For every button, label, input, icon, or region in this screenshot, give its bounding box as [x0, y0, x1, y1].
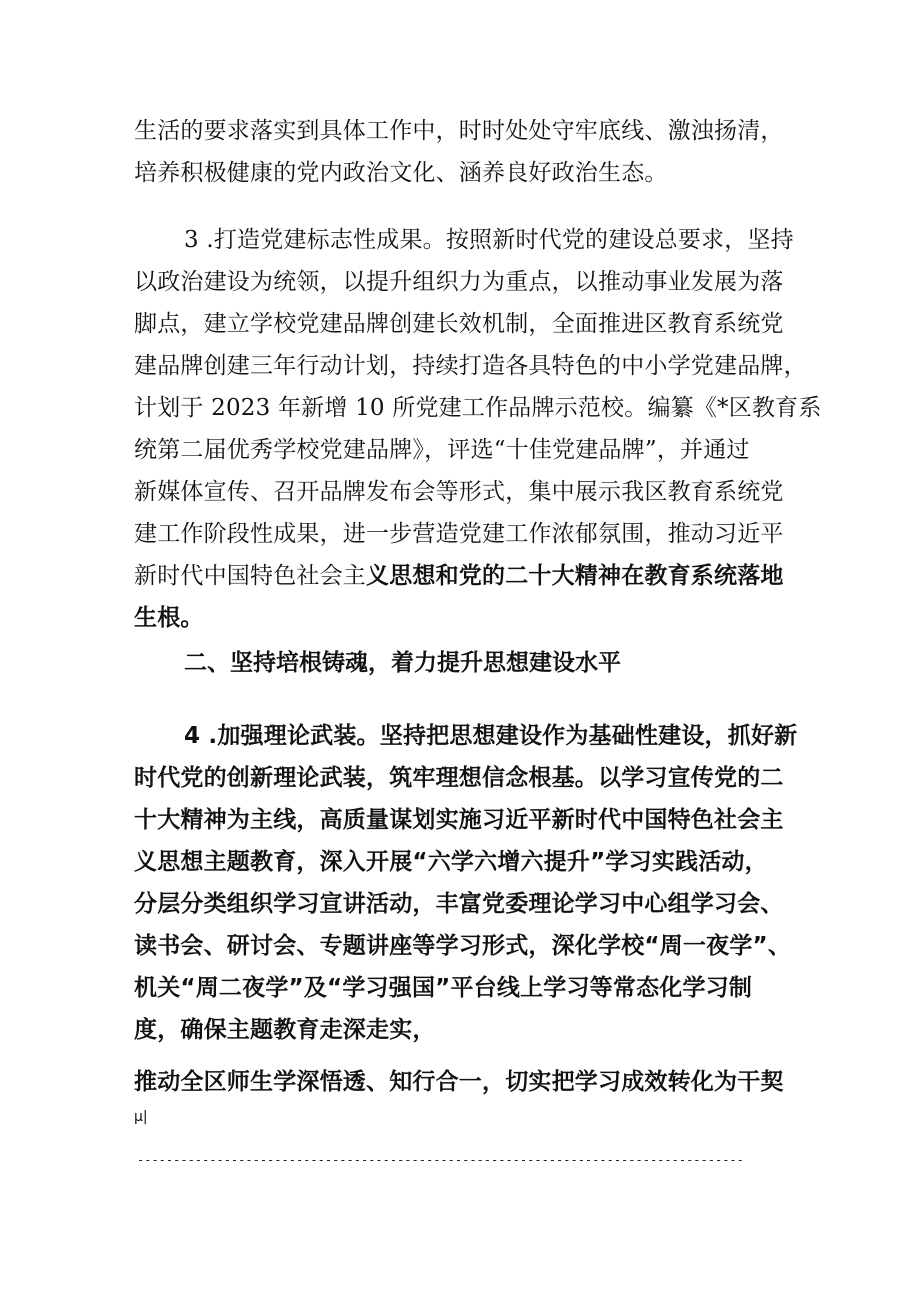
paragraph-3-line: 分层分类组织学习宣讲活动，丰富党委理论学习中心组学习会、 [134, 891, 784, 917]
paragraph-2-line: 脚点，建立学校党建品牌创建长效机制，全面推进区教育系统党 [134, 311, 784, 337]
paragraph-3-line: 义思想主题教育，深入开展“六学六增六提升”学习实践活动， [134, 849, 768, 875]
paragraph-2-line: 统第二届优秀学校党建品牌》，评选“十佳党建品牌”，并通过 [134, 437, 750, 463]
paragraph-1-line: 培养积极健康的党内政治文化、涵养良好政治生态。 [134, 160, 668, 186]
paragraph-1-line: 生活的要求落实到具体工作中，时时处处守牢底线、激浊扬清， [134, 118, 784, 144]
paragraph-3-line: 时代党的创新理论武装，筑牢理想信念根基。以学习宣传党的二 [134, 765, 784, 791]
section-heading: 二、坚持培根铸魂，着力提升思想建设水平 [184, 650, 621, 676]
paragraph-2-line: 建工作阶段性成果，进一步营造党建工作浓郁氛围，推动习近平 [134, 521, 784, 547]
paragraph-4-line: 推动全区师生学深悟透、知行合一，切实把学习成效转化为干契 [134, 1069, 784, 1095]
paragraph-2-regular-text: 新时代中国特色社会主 [134, 563, 366, 589]
text-fragment: μ| [134, 1109, 148, 1125]
paragraph-2-line-mixed [134, 555, 814, 597]
paragraph-2-bold-line: 生根。 [134, 605, 204, 631]
paragraph-2 [134, 219, 822, 639]
paragraph-2-line: 计划于 2023 年新增 10 所党建工作品牌示范校。编纂《*区教育系 [134, 395, 822, 421]
paragraph-3-line: 度，确保主题教育走深走实， [134, 1017, 436, 1043]
paragraph-3-line: 读书会、研讨会、专题讲座等学习形式，深化学校“周一夜学”、 [134, 933, 792, 959]
paragraph-2-line: 新媒体宣传、召开品牌发布会等形式，集中展示我区教育系统党 [134, 479, 784, 505]
paragraph-4 [134, 1061, 814, 1103]
paragraph-2-line: 以政治建设为统领，以提升组织力为重点，以推动事业发展为落 [134, 269, 784, 295]
paragraph-2-line: 3 .打造党建标志性成果。按照新时代党的建设总要求，坚持 [184, 227, 794, 253]
paragraph-3 [134, 715, 814, 1051]
paragraph-2-line: 建品牌创建三年行动计划，持续打造各具特色的中小学党建品牌， [134, 353, 807, 379]
paragraph-2-bold-text: 义思想和党的二十大精神在教育系统落地 [366, 563, 784, 589]
paragraph-3-line: 4 .加强理论武装。坚持把思想建设作为基础性建设，抓好新 [184, 723, 798, 749]
paragraph-3-line: 机关“周二夜学”及“学习强国”平台线上学习等常态化学习制 [134, 975, 753, 1001]
paragraph-3-line: 十大精神为主线，高质量谋划实施习近平新时代中国特色社会主 [134, 807, 784, 833]
paragraph-1 [134, 110, 814, 194]
dashed-divider: ------------------------------------------------------------------------------------ [137, 1153, 744, 1167]
